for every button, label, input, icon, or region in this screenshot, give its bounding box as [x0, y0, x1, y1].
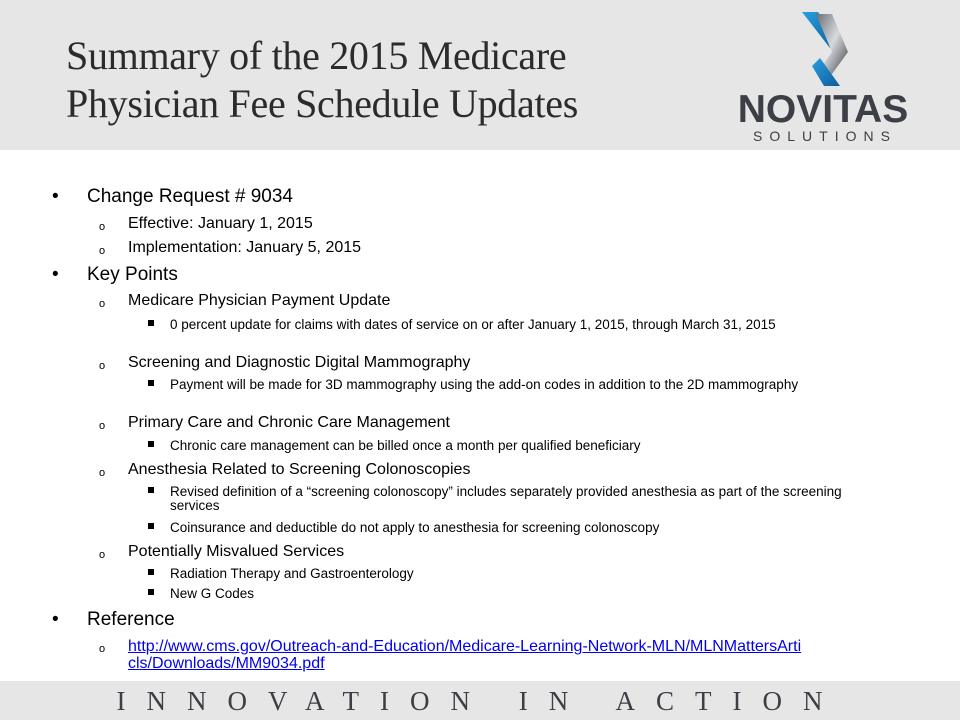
key-point-title: o Anesthesia Related to Screening Colonoscopies	[128, 461, 470, 479]
key-point-title: o Potentially Misvalued Services	[128, 543, 344, 561]
logo-wordmark: NOVITAS	[737, 88, 909, 131]
key-point-detail: Chronic care management can be billed once a month per qualified beneficiary	[170, 439, 876, 453]
reference-link[interactable]: o http://www.cms.gov/Outreach-and-Education/Medicare-Learning-Network-MLN/MLNMattersArticls/Downloads/MM9034.pdf	[99, 638, 802, 672]
key-point-title: o Screening and Diagnostic Digital Mammography	[128, 354, 470, 372]
square-bullet-icon	[148, 320, 154, 326]
circle-bullet-icon: o	[99, 467, 106, 479]
bullet-dot-icon: •	[52, 609, 59, 630]
circle-bullet-icon: o	[99, 360, 106, 372]
sub-bullet-effective: o Effective: January 1, 2015	[128, 215, 313, 233]
key-point-detail: Radiation Therapy and Gastroenterology	[170, 567, 876, 581]
bullet-reference: • Reference	[52, 609, 175, 630]
square-bullet-icon	[148, 589, 154, 595]
circle-bullet-icon: o	[99, 420, 106, 432]
bullet-key-points: • Key Points	[52, 264, 178, 285]
square-bullet-icon	[148, 380, 154, 386]
key-point-detail: 0 percent update for claims with dates of service on or after January 1, 2015, through March 31, 2015	[170, 318, 876, 332]
key-point-detail: Payment will be made for 3D mammography using the add-on codes in addition to the 2D mammography	[170, 378, 876, 392]
circle-bullet-icon: o	[99, 298, 106, 310]
footer-tagline: INNOVATION IN ACTION	[116, 686, 844, 716]
circle-bullet-icon: o	[99, 643, 106, 655]
sub-bullet-implementation: o Implementation: January 5, 2015	[128, 239, 361, 257]
title-line-2: Physician Fee Schedule Updates	[66, 81, 578, 126]
circle-bullet-icon: o	[99, 245, 106, 257]
key-point-detail: Revised definition of a “screening colonoscopy” includes separately provided anesthesia as part of the screening services	[170, 485, 876, 513]
square-bullet-icon	[148, 487, 154, 493]
title-line-1: Summary of the 2015 Medicare	[66, 33, 567, 78]
square-bullet-icon	[148, 523, 154, 529]
circle-bullet-icon: o	[99, 549, 106, 561]
bullet-change-request: • Change Request # 9034	[52, 186, 293, 207]
square-bullet-icon	[148, 441, 154, 447]
key-point-detail: New G Codes	[170, 587, 876, 601]
key-point-detail: Coinsurance and deductible do not apply to anesthesia for screening colonoscopy	[170, 521, 876, 535]
square-bullet-icon	[148, 569, 154, 575]
circle-bullet-icon: o	[99, 221, 106, 233]
logo-subtitle: SOLUTIONS	[753, 128, 897, 144]
key-point-title: o Primary Care and Chronic Care Management	[128, 414, 450, 432]
bullet-dot-icon: •	[52, 186, 59, 207]
key-point-title: o Medicare Physician Payment Update	[128, 292, 390, 310]
bullet-dot-icon: •	[52, 264, 59, 285]
